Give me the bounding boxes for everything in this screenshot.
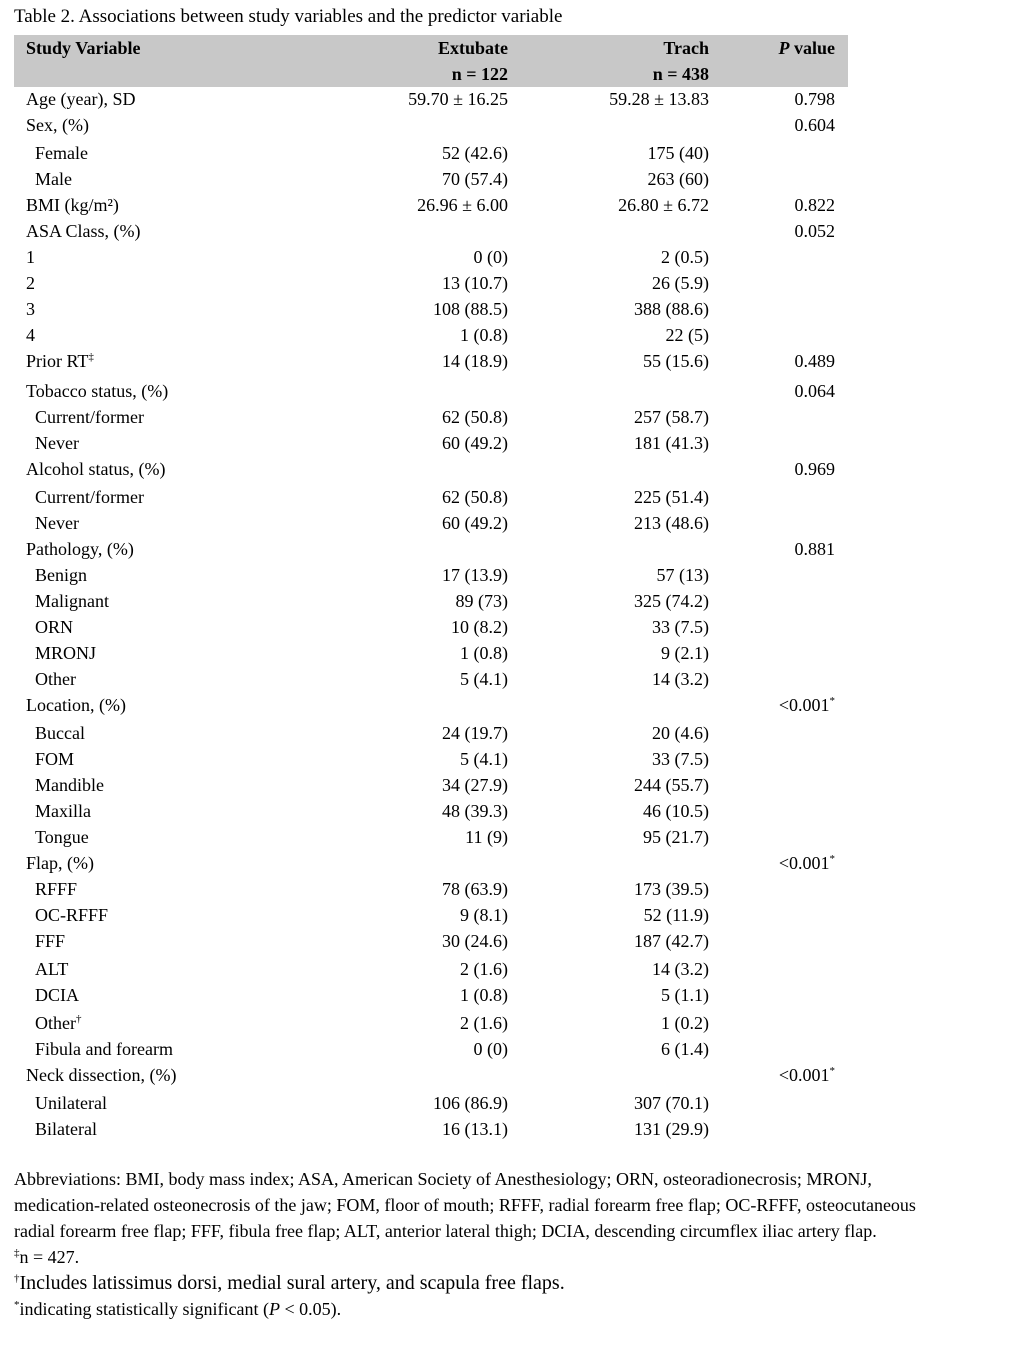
row-label-text: Current/former xyxy=(35,487,144,507)
row-label-text: Tongue xyxy=(35,827,89,847)
row-label-text: Prior RT xyxy=(26,351,89,371)
double-dagger-symbol: ‡ xyxy=(14,1247,20,1259)
table-row xyxy=(14,89,848,115)
row-label-text: Pathology, (%) xyxy=(26,539,134,559)
trach-cell: 52 (11.9) xyxy=(643,905,709,925)
extubate-cell: 48 (39.3) xyxy=(442,801,508,821)
row-label-text: Never xyxy=(35,513,79,533)
table-row xyxy=(14,221,848,247)
row-label xyxy=(26,1065,176,1086)
row-label-text: RFFF xyxy=(35,879,78,899)
row-label xyxy=(35,643,96,664)
table-row xyxy=(14,433,848,459)
table-row xyxy=(14,723,848,749)
extubate-cell: 2 (1.6) xyxy=(460,1013,508,1033)
table-row xyxy=(14,775,848,801)
row-label-text: Other xyxy=(35,669,76,689)
abbreviations-line-3: radial forearm free flap; FFF, fibula free flap; ALT, anterior lateral thigh; DCIA, descending circumflex iliac artery flap. xyxy=(14,1221,877,1241)
table-row xyxy=(14,143,848,169)
row-label xyxy=(35,407,144,428)
footnote-marker: † xyxy=(75,1013,82,1025)
trach-cell: 9 (2.1) xyxy=(661,643,709,663)
row-label-text: ALT xyxy=(35,959,69,979)
trach-cell: 307 (70.1) xyxy=(634,1093,709,1113)
row-label-text: 1 xyxy=(26,247,35,267)
p-value-text: 0.052 xyxy=(794,221,835,241)
table-row xyxy=(14,195,848,221)
trach-cell: 1 (0.2) xyxy=(661,1013,709,1033)
table-row xyxy=(14,565,848,591)
p-value-text: 0.064 xyxy=(794,381,835,401)
trach-cell: 5 (1.1) xyxy=(661,985,709,1005)
row-label xyxy=(35,669,76,690)
row-label xyxy=(35,169,72,190)
row-label xyxy=(35,931,65,952)
row-label-text: Unilateral xyxy=(35,1093,107,1113)
row-label xyxy=(35,433,79,454)
extubate-cell: 34 (27.9) xyxy=(442,775,508,795)
significance-marker: * xyxy=(829,853,835,865)
extubate-cell: 52 (42.6) xyxy=(442,143,508,163)
extubate-cell: 59.70 ± 16.25 xyxy=(408,89,508,109)
trach-cell: 181 (41.3) xyxy=(634,433,709,453)
row-label-text: Benign xyxy=(35,565,87,585)
row-label xyxy=(26,299,35,320)
row-label xyxy=(35,905,108,926)
row-label xyxy=(35,775,104,796)
extubate-cell: 13 (10.7) xyxy=(442,273,508,293)
extubate-cell: 60 (49.2) xyxy=(442,433,508,453)
row-label xyxy=(35,591,109,612)
extubate-cell: 2 (1.6) xyxy=(460,959,508,979)
row-label xyxy=(35,1039,173,1060)
p-value-cell xyxy=(795,539,836,560)
table-row xyxy=(14,1119,848,1145)
associations-table xyxy=(14,35,848,1139)
extubate-cell: 1 (0.8) xyxy=(460,985,508,1005)
row-label xyxy=(35,959,68,980)
table-row xyxy=(14,273,848,299)
row-label-text: Other xyxy=(35,1013,76,1033)
table-row xyxy=(14,879,848,905)
p-value-cell xyxy=(795,221,836,242)
extubate-cell: 89 (73) xyxy=(455,591,508,611)
trach-cell: 388 (88.6) xyxy=(634,299,709,319)
row-label-text: Alcohol status, (%) xyxy=(26,459,166,479)
table-row xyxy=(14,351,848,377)
table-row xyxy=(14,1065,848,1091)
table-row xyxy=(14,381,848,407)
footnote-asterisk xyxy=(14,1296,1014,1322)
abbreviations-line-2: medication-related osteonecrosis of the jaw; FOM, floor of mouth; RFFF, radial forearm free flap; OC-RFFF, osteocutaneous xyxy=(14,1195,916,1215)
row-label xyxy=(35,985,79,1006)
row-label-text: Age (year), SD xyxy=(26,89,136,109)
row-label xyxy=(26,89,135,110)
extubate-cell: 70 (57.4) xyxy=(442,169,508,189)
table-row xyxy=(14,247,848,273)
row-label xyxy=(35,1119,97,1140)
table-header xyxy=(14,35,848,87)
significance-marker: * xyxy=(829,1065,835,1077)
row-label-text: Flap, (%) xyxy=(26,853,94,873)
trach-cell: 55 (15.6) xyxy=(643,351,709,371)
row-label-text: Buccal xyxy=(35,723,85,743)
table-row xyxy=(14,325,848,351)
p-value-text: <0.001 xyxy=(778,853,830,873)
trach-cell: 6 (1.4) xyxy=(661,1039,709,1059)
p-value-text: 0.822 xyxy=(794,195,835,215)
row-label xyxy=(26,115,89,136)
p-value-cell xyxy=(795,381,836,402)
row-label-text: 4 xyxy=(26,325,35,345)
table-row xyxy=(14,115,848,141)
row-label xyxy=(35,827,89,848)
table-row xyxy=(14,169,848,195)
dagger-symbol: † xyxy=(14,1272,20,1285)
table-row xyxy=(14,299,848,325)
extubate-cell: 9 (8.1) xyxy=(460,905,508,925)
row-label-text: OC-RFFF xyxy=(35,905,109,925)
header-trach-n: n = 438 xyxy=(652,64,709,84)
extubate-cell: 62 (50.8) xyxy=(442,407,508,427)
trach-cell: 213 (48.6) xyxy=(634,513,709,533)
p-value-cell xyxy=(795,89,836,110)
trach-cell: 59.28 ± 13.83 xyxy=(609,89,709,109)
header-extubate-n: n = 122 xyxy=(451,64,508,84)
p-value-cell xyxy=(795,195,836,216)
row-label xyxy=(35,723,85,744)
table-row xyxy=(14,459,848,485)
extubate-cell: 5 (4.1) xyxy=(460,669,508,689)
asterisk-text-b: < 0.05). xyxy=(279,1299,342,1319)
trach-cell: 22 (5) xyxy=(665,325,709,345)
table-caption: Table 2. Associations between study variables and the predictor variable xyxy=(14,6,563,27)
row-label-text: Fibula and forearm xyxy=(35,1039,173,1059)
row-label xyxy=(26,195,119,216)
header-extubate: Extubate xyxy=(437,38,508,58)
header-p-italic: P xyxy=(778,38,790,58)
table-row xyxy=(14,487,848,513)
row-label-text: Never xyxy=(35,433,79,453)
p-value-cell xyxy=(795,115,836,136)
extubate-cell: 17 (13.9) xyxy=(442,565,508,585)
table-row xyxy=(14,539,848,565)
row-label-text: FOM xyxy=(35,749,75,769)
extubate-cell: 5 (4.1) xyxy=(460,749,508,769)
row-label xyxy=(35,487,144,508)
p-value-cell xyxy=(779,1065,835,1086)
table-row xyxy=(14,1093,848,1119)
table-row xyxy=(14,1039,848,1065)
extubate-cell: 0 (0) xyxy=(473,247,508,267)
row-label-text: BMI (kg/m²) xyxy=(26,195,119,215)
row-label xyxy=(35,749,74,770)
row-label-text: Current/former xyxy=(35,407,144,427)
row-label xyxy=(35,801,91,822)
extubate-cell: 62 (50.8) xyxy=(442,487,508,507)
trach-cell: 131 (29.9) xyxy=(634,1119,709,1139)
extubate-cell: 11 (9) xyxy=(465,827,508,847)
table-row xyxy=(14,801,848,827)
footnote-double-dagger xyxy=(14,1244,1014,1270)
extubate-cell: 1 (0.8) xyxy=(460,325,508,345)
row-label xyxy=(26,459,165,480)
table-row xyxy=(14,905,848,931)
row-label-text: Tobacco status, (%) xyxy=(26,381,169,401)
asterisk-symbol: * xyxy=(14,1299,20,1311)
table-row xyxy=(14,643,848,669)
table-row xyxy=(14,749,848,775)
trach-cell: 57 (13) xyxy=(656,565,709,585)
p-value-text: 0.881 xyxy=(794,539,835,559)
extubate-cell: 60 (49.2) xyxy=(442,513,508,533)
trach-cell: 2 (0.5) xyxy=(661,247,709,267)
trach-cell: 26 (5.9) xyxy=(652,273,709,293)
extubate-cell: 16 (13.1) xyxy=(442,1119,508,1139)
row-label xyxy=(26,539,134,560)
row-label xyxy=(35,1013,81,1034)
table-row xyxy=(14,669,848,695)
trach-cell: 33 (7.5) xyxy=(652,749,709,769)
table-row xyxy=(14,931,848,957)
row-label-text: FFF xyxy=(35,931,66,951)
row-label xyxy=(26,853,94,874)
extubate-cell: 14 (18.9) xyxy=(442,351,508,371)
p-value-text: 0.969 xyxy=(794,459,835,479)
p-value-cell xyxy=(795,459,836,480)
row-label xyxy=(26,381,168,402)
extubate-cell: 10 (8.2) xyxy=(451,617,508,637)
table-row xyxy=(14,853,848,879)
extubate-cell: 78 (63.9) xyxy=(442,879,508,899)
row-label-text: DCIA xyxy=(35,985,79,1005)
extubate-cell: 106 (86.9) xyxy=(433,1093,508,1113)
extubate-cell: 24 (19.7) xyxy=(442,723,508,743)
p-value-cell xyxy=(795,351,836,372)
extubate-cell: 0 (0) xyxy=(473,1039,508,1059)
header-p-value xyxy=(778,35,835,61)
row-label xyxy=(35,513,79,534)
row-label-text: Female xyxy=(35,143,88,163)
trach-cell: 173 (39.5) xyxy=(634,879,709,899)
row-label xyxy=(26,247,35,268)
row-label-text: Mandible xyxy=(35,775,104,795)
row-label xyxy=(26,695,126,716)
row-label-text: ORN xyxy=(35,617,74,637)
trach-cell: 263 (60) xyxy=(647,169,709,189)
table-row xyxy=(14,959,848,985)
double-dagger-text: n = 427. xyxy=(19,1247,80,1267)
trach-cell: 33 (7.5) xyxy=(652,617,709,637)
abbreviations-line-1: Abbreviations: BMI, body mass index; ASA, American Society of Anesthesiology; ORN, osteoradionecrosis; MRONJ, xyxy=(14,1169,872,1189)
trach-cell: 26.80 ± 6.72 xyxy=(618,195,709,215)
trach-cell: 325 (74.2) xyxy=(634,591,709,611)
p-value-cell xyxy=(779,853,835,874)
row-label xyxy=(35,879,77,900)
table-row xyxy=(14,513,848,539)
footnote-dagger xyxy=(14,1270,1014,1296)
table-row xyxy=(14,695,848,721)
trach-cell: 175 (40) xyxy=(647,143,709,163)
row-label xyxy=(35,565,87,586)
row-label xyxy=(35,617,73,638)
asterisk-text-p: P xyxy=(268,1299,280,1319)
p-value-cell xyxy=(779,695,835,716)
row-label-text: 2 xyxy=(26,273,35,293)
trach-cell: 187 (42.7) xyxy=(634,931,709,951)
row-label xyxy=(35,143,88,164)
asterisk-text-a: indicating statistically significant ( xyxy=(19,1299,269,1319)
row-label xyxy=(26,351,94,372)
trach-cell: 95 (21.7) xyxy=(643,827,709,847)
trach-cell: 14 (3.2) xyxy=(652,669,709,689)
row-label xyxy=(26,273,35,294)
p-value-text: 0.604 xyxy=(794,115,835,135)
significance-marker: * xyxy=(829,695,835,707)
table-row xyxy=(14,591,848,617)
extubate-cell: 108 (88.5) xyxy=(433,299,508,319)
row-label xyxy=(26,221,141,242)
row-label-text: Bilateral xyxy=(35,1119,97,1139)
trach-cell: 46 (10.5) xyxy=(643,801,709,821)
table-notes xyxy=(14,1166,1014,1322)
row-label-text: Neck dissection, (%) xyxy=(26,1065,177,1085)
extubate-cell: 1 (0.8) xyxy=(460,643,508,663)
header-trach: Trach xyxy=(663,38,709,58)
extubate-cell: 26.96 ± 6.00 xyxy=(417,195,508,215)
row-label-text: Malignant xyxy=(35,591,109,611)
table-row xyxy=(14,985,848,1011)
dagger-text: Includes latissimus dorsi, medial sural artery, and scapula free flaps. xyxy=(19,1272,565,1294)
trach-cell: 20 (4.6) xyxy=(652,723,709,743)
trach-cell: 244 (55.7) xyxy=(634,775,709,795)
trach-cell: 225 (51.4) xyxy=(634,487,709,507)
row-label-text: MRONJ xyxy=(35,643,97,663)
p-value-text: 0.489 xyxy=(794,351,835,371)
trach-cell: 257 (58.7) xyxy=(634,407,709,427)
row-label-text: Sex, (%) xyxy=(26,115,89,135)
p-value-text: <0.001 xyxy=(778,1065,830,1085)
header-study-variable: Study Variable xyxy=(26,38,141,58)
footnote-marker: ‡ xyxy=(88,351,94,363)
row-label-text: ASA Class, (%) xyxy=(26,221,141,241)
table-row xyxy=(14,1013,848,1039)
extubate-cell: 30 (24.6) xyxy=(442,931,508,951)
header-p-rest: value xyxy=(789,38,835,58)
row-label-text: 3 xyxy=(26,299,35,319)
row-label-text: Maxilla xyxy=(35,801,91,821)
p-value-text: <0.001 xyxy=(778,695,830,715)
trach-cell: 14 (3.2) xyxy=(652,959,709,979)
table-row xyxy=(14,407,848,433)
p-value-text: 0.798 xyxy=(794,89,835,109)
row-label xyxy=(26,325,35,346)
row-label-text: Location, (%) xyxy=(26,695,126,715)
row-label xyxy=(35,1093,107,1114)
table-row xyxy=(14,617,848,643)
row-label-text: Male xyxy=(35,169,72,189)
table-row xyxy=(14,827,848,853)
